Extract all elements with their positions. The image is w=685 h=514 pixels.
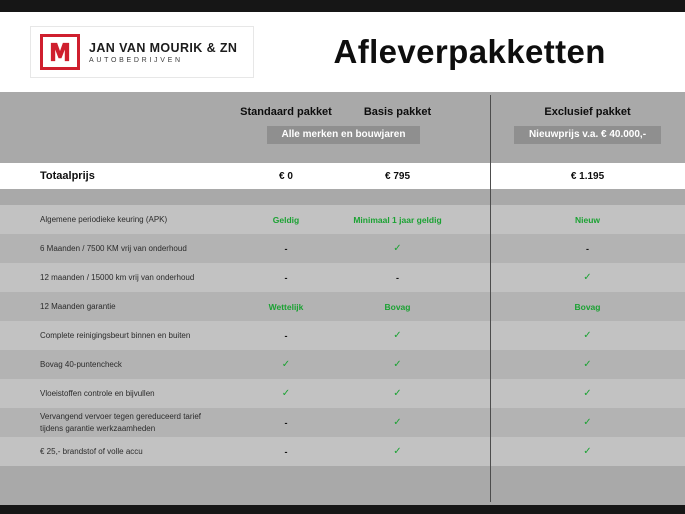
table-row-6-maanden: [0, 234, 685, 263]
feature-rows: [0, 205, 685, 466]
badge-row: [0, 124, 685, 144]
total-price-exclusief: € 1.195: [570, 170, 605, 182]
feature-value-exclusief: Bovag: [574, 301, 601, 312]
feature-value-standaard: Geldig: [272, 214, 300, 225]
feature-label: 12 Maanden garantie: [40, 301, 116, 311]
feature-value-exclusief: -: [586, 243, 589, 254]
feature-value-basis: ✓: [393, 417, 402, 428]
feature-value-exclusief: ✓: [583, 388, 592, 399]
bottom-bar: [0, 505, 685, 514]
feature-value-standaard: ✓: [281, 388, 291, 399]
feature-value-basis: -: [396, 272, 399, 283]
feature-value-exclusief: ✓: [583, 359, 592, 370]
column-header-standaard: Standaard pakket: [240, 106, 332, 118]
feature-value-basis: Minimaal 1 jaar geldig: [353, 214, 442, 225]
feature-value-exclusief: ✓: [583, 330, 592, 341]
column-header-basis: Basis pakket: [363, 106, 432, 118]
feature-label: Algemene periodieke keuring (APK): [40, 214, 168, 224]
table-row-garantie: [0, 292, 685, 321]
feature-value-standaard: -: [284, 417, 288, 428]
feature-value-standaard: ✓: [281, 359, 291, 370]
page-title: Afleverpakketten: [333, 33, 606, 70]
table-row-vervangend-vervoer: [0, 408, 685, 437]
feature-label: 6 Maanden / 7500 KM vrij van onderhoud: [40, 243, 187, 253]
top-bar: [0, 0, 685, 12]
feature-value-standaard: -: [284, 243, 288, 254]
feature-value-exclusief: ✓: [583, 446, 592, 457]
feature-label: Vervangend vervoer tegen gereduceerd tarief tijdens garantie werkzaamheden: [40, 412, 201, 433]
feature-value-exclusief: Nieuw: [574, 214, 601, 225]
comparison-table: [0, 92, 685, 505]
feature-value-standaard: -: [284, 272, 288, 283]
feature-label: Vloeistoffen controle en bijvullen: [40, 388, 155, 398]
feature-value-standaard: Wettelijk: [268, 301, 304, 312]
logo-subtitle: AUTOBEDRIJVEN: [89, 56, 183, 64]
total-price-label: Totaalprijs: [40, 170, 95, 182]
total-price-standaard: € 0: [279, 170, 293, 182]
feature-label: Bovag 40-puntencheck: [40, 359, 122, 369]
logo: [30, 26, 254, 78]
column-divider: [490, 95, 491, 502]
table-row-reiniging: [0, 321, 685, 350]
table-row-puntencheck: [0, 350, 685, 379]
table-row-vloeistoffen: [0, 379, 685, 408]
feature-value-exclusief: ✓: [583, 417, 592, 428]
total-price-basis: € 795: [384, 170, 411, 182]
badge-all-brands: Alle merken en bouwjaren: [267, 126, 421, 144]
feature-value-basis: ✓: [393, 388, 402, 399]
column-header-exclusief: Exclusief pakket: [544, 106, 631, 118]
logo-company-name: JAN VAN MOURIK & ZN: [89, 40, 238, 55]
table-row-apk: [0, 205, 685, 234]
feature-value-standaard: -: [284, 330, 288, 341]
feature-label: 12 maanden / 15000 km vrij van onderhoud: [40, 272, 195, 282]
logo-m-icon: [40, 34, 80, 70]
feature-value-basis: ✓: [393, 330, 402, 341]
table-row-brandstof: [0, 437, 685, 466]
feature-value-basis: ✓: [393, 243, 402, 254]
feature-value-basis: ✓: [393, 359, 402, 370]
column-header-row: [0, 106, 685, 118]
feature-value-basis: Bovag: [384, 301, 411, 312]
total-price-row: [0, 163, 685, 189]
table-row-12-maanden: [0, 263, 685, 292]
feature-value-standaard: -: [284, 446, 288, 457]
feature-value-exclusief: ✓: [583, 272, 592, 283]
feature-value-basis: ✓: [393, 446, 402, 457]
logo-text: [89, 41, 237, 64]
feature-label: Complete reinigingsbeurt binnen en buiten: [40, 330, 191, 340]
feature-label: € 25,- brandstof of volle accu: [40, 446, 143, 456]
badge-new-price: Nieuwprijs v.a. € 40.000,-: [514, 126, 661, 144]
header: [0, 12, 685, 92]
